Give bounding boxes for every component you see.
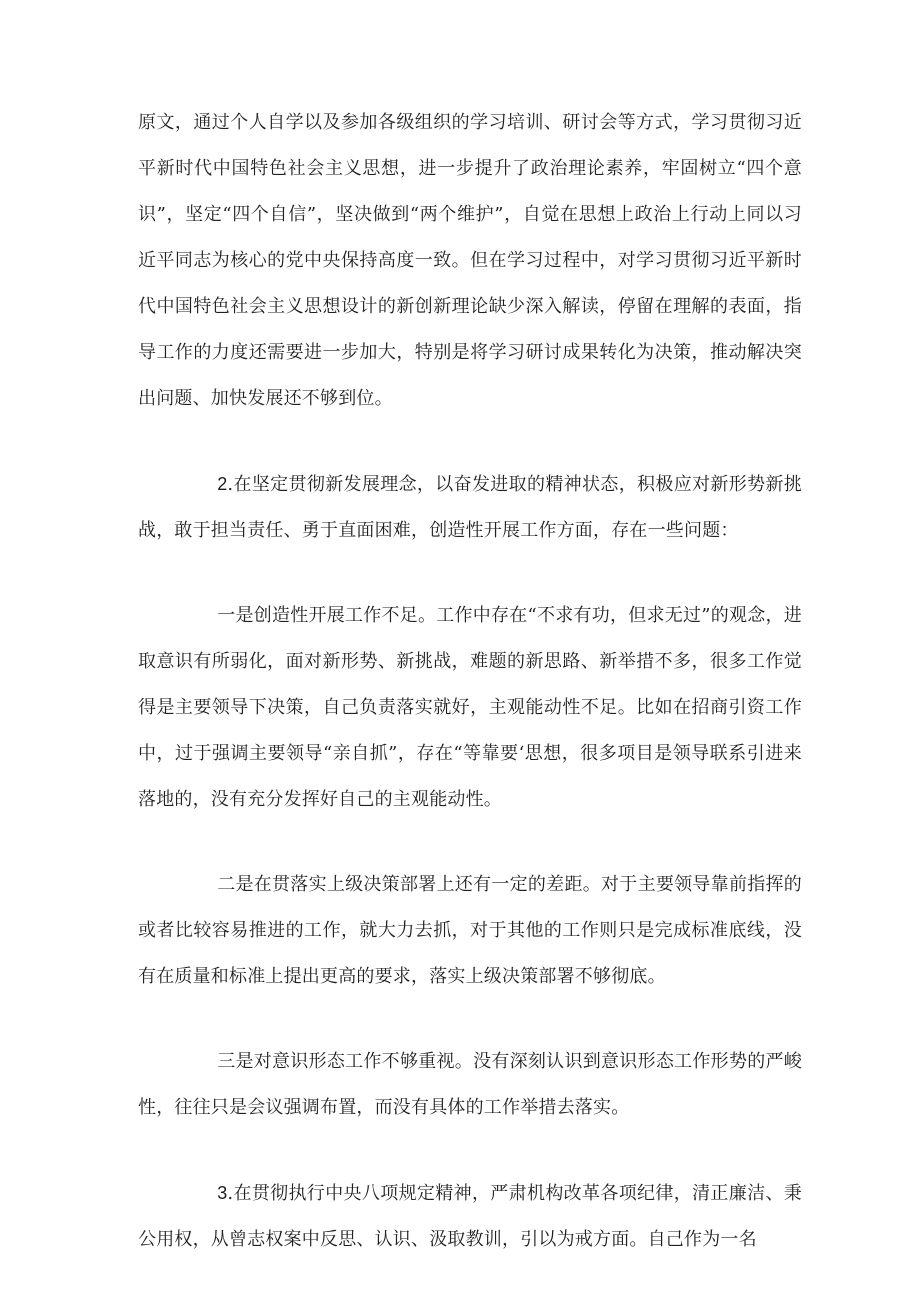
paragraph-item-3-heading — [138, 1170, 802, 1263]
paragraph-text: .在贯彻执行中央八项规定精神，严肃机构改革各项纪律，清正廉洁、秉公用权，从曾志权案中反思、认识、汲取教训，引以为戒方面。自己作为一名 — [138, 1183, 802, 1250]
paragraph-point-three — [138, 1039, 802, 1131]
paragraph-text: 一是创造性开展工作不足。工作中存在“不求有功，但求无过”的观念，进取意识有所弱化，面对新形势、新挑战，难题的新思路、新举措不多，很多工作觉得是主要领导下决策，自己负责落实就好，主观能动性不足。比如在招商引资工作中，过于强调主要领导“亲自抓”，存在“等靠要‘思想，很多项目是领导联系引进来落地的，没有充分发挥好自己的主观能动性。 — [138, 605, 802, 810]
paragraph-text: 原文，通过个人自学以及参加各级组织的学习培训、研讨会等方式，学习贯彻习近平新时代中国特色社会主义思想，进一步提升了政治理论素养，牢固树立“四个意识”，坚定“四个自信”，坚决做到“两个维护”，自觉在思想上政治上行动上同以习近平同志为核心的党中央保持高度一致。但在学习过程中，对学习贯彻习近平新时代中国特色社会主义思想设计的新创新理论缺少深入解读，停留在理解的表面，指导工作的力度还需要进一步加大，特别是将学习研讨成果转化为决策，推动解决突出问题、加快发展还不够到位。 — [138, 112, 802, 409]
paragraph-point-one — [138, 593, 802, 823]
paragraph-text: .在坚定贯彻新发展理念，以奋发进取的精神状态，积极应对新形势新挑战，敢于担当责任、勇于直面困难，创造性开展工作方面，存在一些问题： — [138, 474, 802, 541]
item-number: 2 — [217, 474, 228, 494]
paragraph-text: 二是在贯落实上级决策部署上还有一定的差距。对于主要领导靠前指挥的或者比较容易推进的工作，就大力去抓，对于其他的工作则只是完成标准底线，没有在质量和标准上提出更高的要求，落实上级决策部署不够彻底。 — [138, 874, 802, 987]
document-body — [138, 100, 802, 1302]
paragraph-study-summary — [138, 100, 802, 422]
item-number: 3 — [217, 1183, 228, 1203]
paragraph-text: 三是对意识形态工作不够重视。没有深刻认识到意识形态工作形势的严峻性，往往只是会议强调布置，而没有具体的工作举措去落实。 — [138, 1051, 802, 1118]
paragraph-item-2-heading — [138, 461, 802, 554]
paragraph-point-two — [138, 862, 802, 1000]
